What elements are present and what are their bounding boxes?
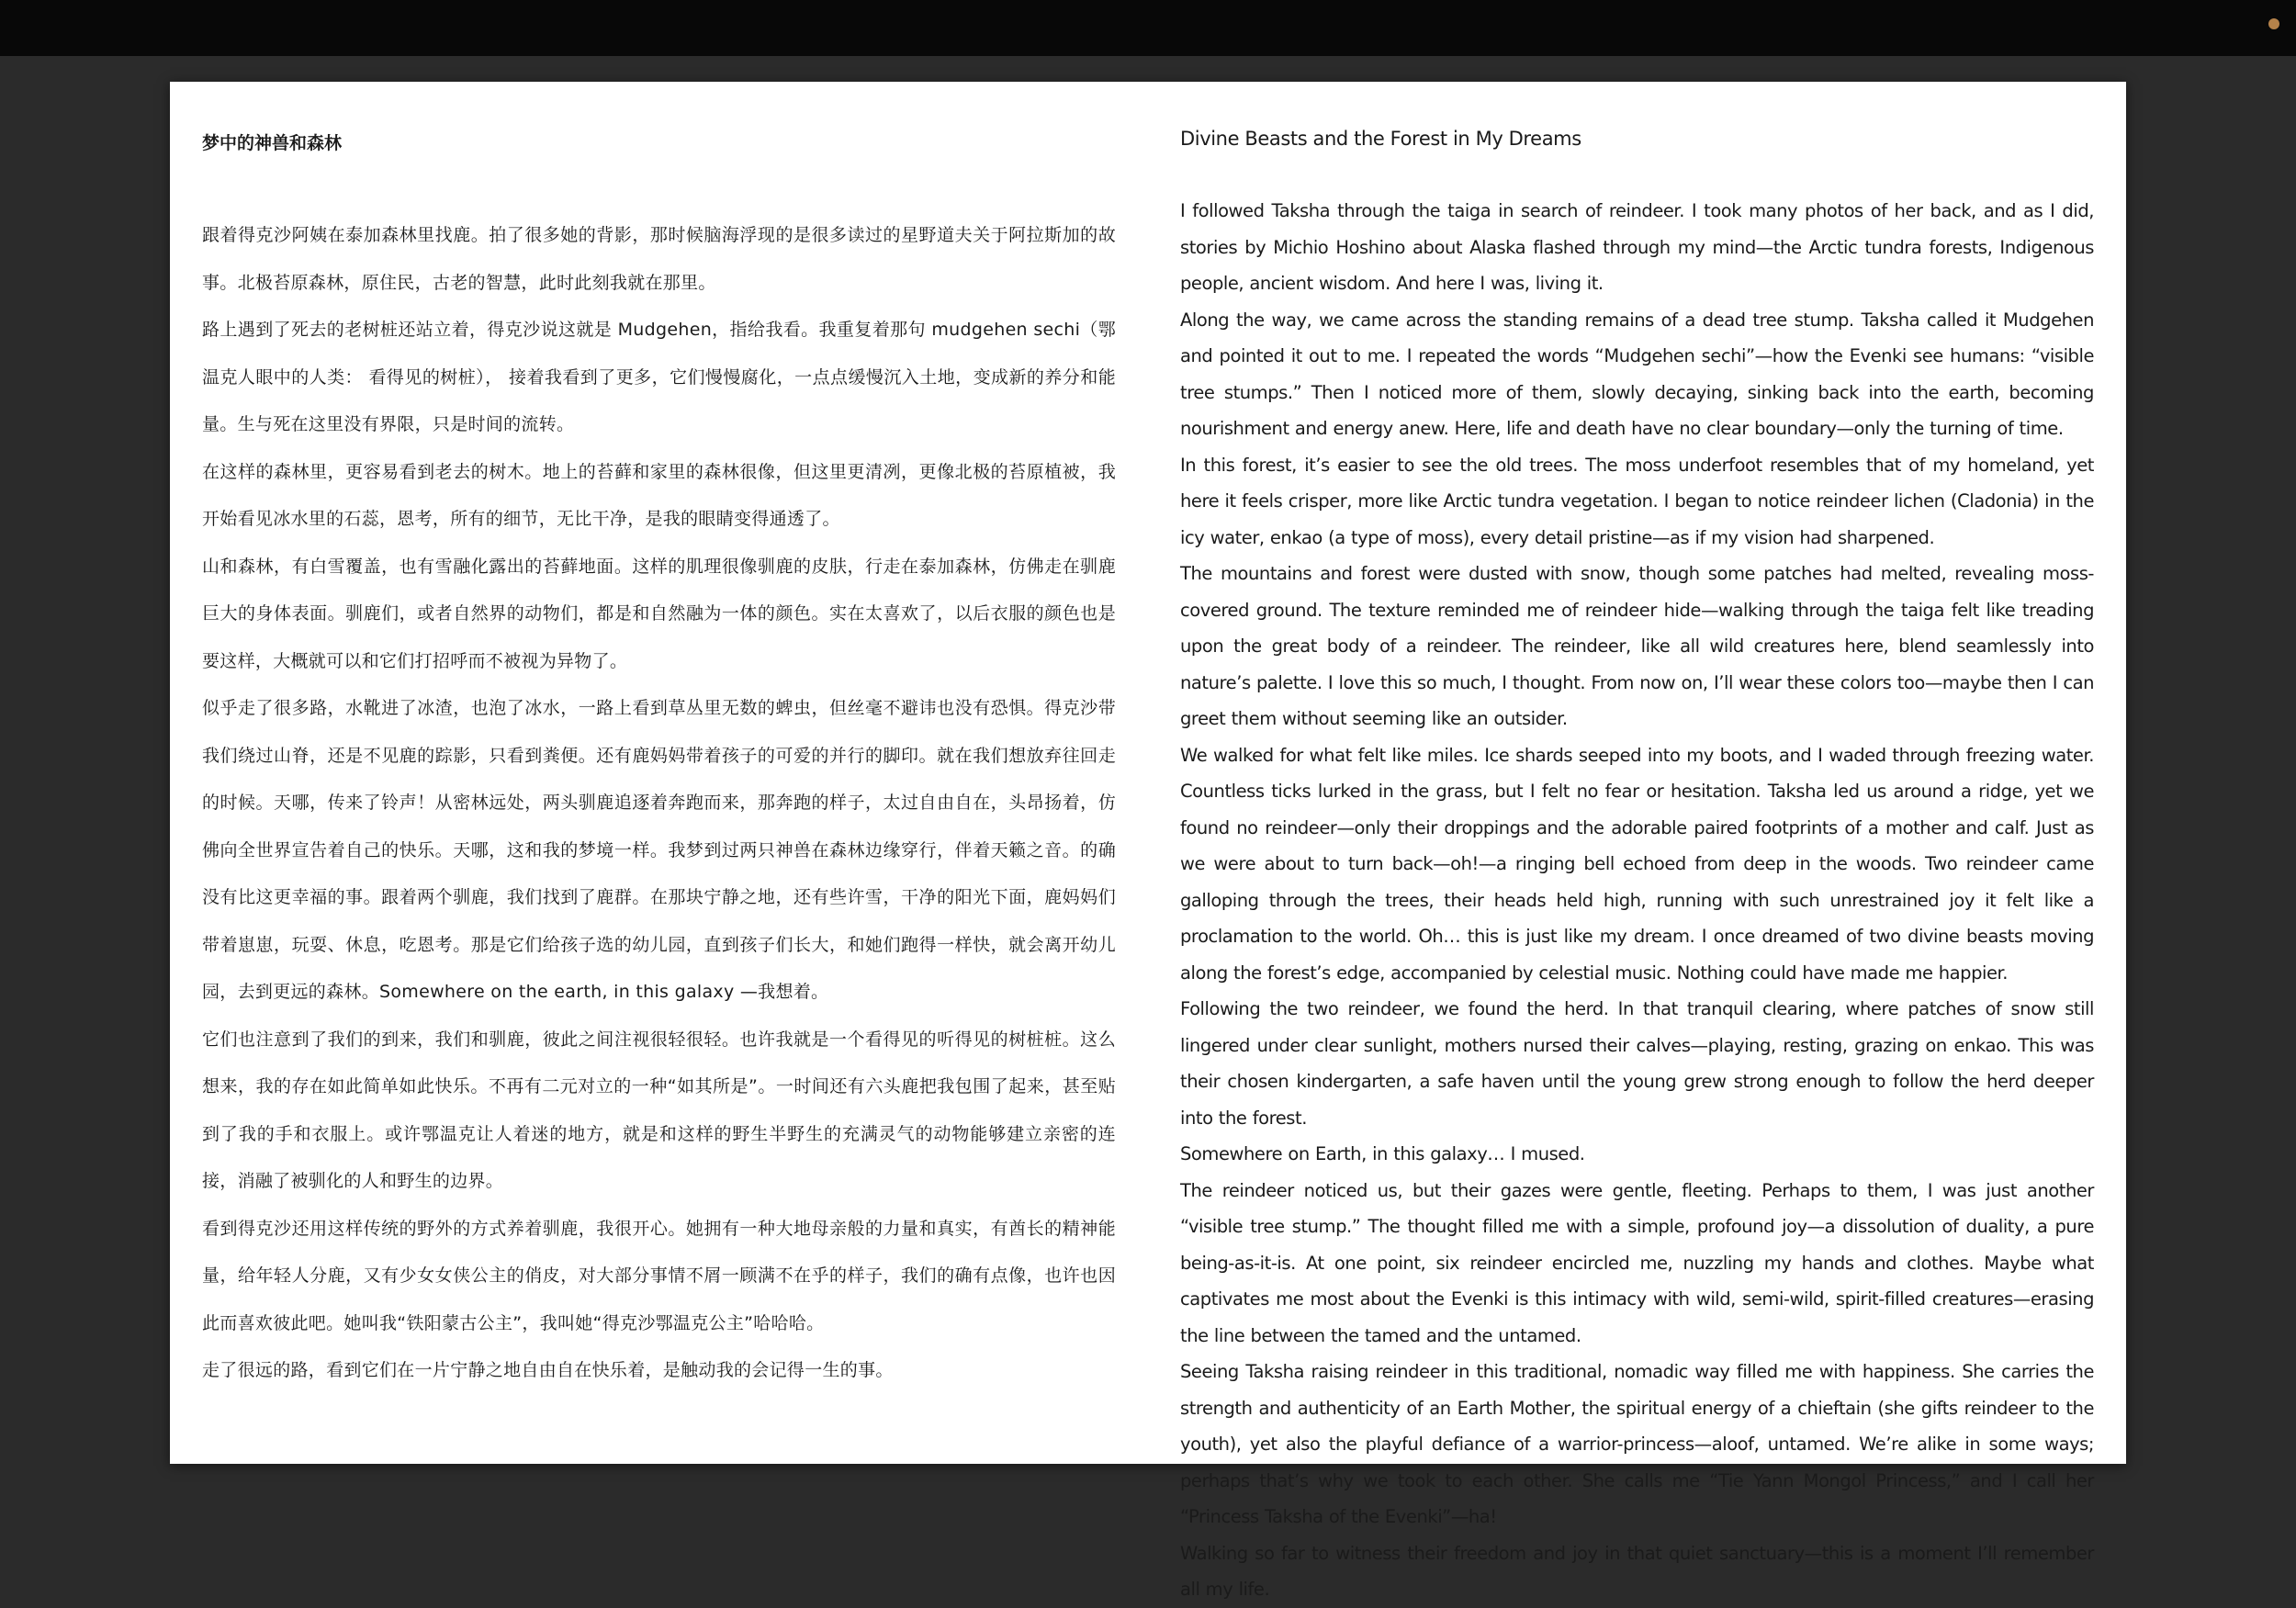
status-indicator-icon [2268,18,2279,29]
english-title: Divine Beasts and the Forest in My Dreams [1180,128,1581,150]
chinese-title: 梦中的神兽和森林 [202,133,343,153]
chinese-body [202,212,1116,1395]
english-paragraph: Along the way, we came across the standing remains of a dead tree stump. Taksha called it Mudgehen and pointed it out to me. I repeated the words “Mudgehen sechi”—how the Evenki see humans: “visible tree stumps.” Then I noticed more of them, slowly decaying, sinking back into the earth, becoming nourishment and energy anew. Here, life and death have no clear boundary—only the turning of time. [1180,309,2094,439]
chinese-paragraph: 山和森林，有白雪覆盖，也有雪融化露出的苔藓地面。这样的肌理很像驯鹿的皮肤，行走在泰加森林，仿佛走在驯鹿巨大的身体表面。驯鹿们，或者自然界的动物们，都是和自然融为一体的颜色。实在太喜欢了，以后衣服的颜色也是要这样，大概就可以和它们打招呼而不被视为异物了。 [202,556,1116,671]
chinese-paragraph: 路上遇到了死去的老树桩还站立着，得克沙说这就是 Mudgehen，指给我看。我重复着那句 mudgehen sechi（鄂温克人眼中的人类： 看得见的树桩）， 接着我看到了更多，它们慢慢腐化，一点点缓慢沉入土地，变成新的养分和能量。生与死在这里没有界限，只是时间的流转。 [202,320,1116,434]
chinese-paragraph: 看到得克沙还用这样传统的野外的方式养着驯鹿，我很开心。她拥有一种大地母亲般的力量和真实，有酋长的精神能量，给年轻人分鹿，又有少女女侠公主的俏皮，对大部分事情不屑一顾满不在乎的样子，我们的确有点像，也许也因此而喜欢彼此吧。她叫我“铁阳蒙古公主”，我叫她“得克沙鄂温克公主”哈哈哈。 [202,1218,1116,1333]
chinese-paragraph: 似乎走了很多路，水靴进了冰渣，也泡了冰水，一路上看到草丛里无数的蜱虫，但丝毫不避讳也没有恐惧。得克沙带我们绕过山脊，还是不见鹿的踪影，只看到粪便。还有鹿妈妈带着孩子的可爱的并行的脚印。就在我们想放弃往回走的时候。天哪，传来了铃声！从密林远处，两头驯鹿追逐着奔跑而来，那奔跑的样子，太过自由自在，头昂扬着，仿佛向全世界宣告着自己的快乐。天哪，这和我的梦境一样。我梦到过两只神兽在森林边缘穿行，伴着天籁之音。的确没有比这更幸福的事。跟着两个驯鹿，我们找到了鹿群。在那块宁静之地，还有些许雪，干净的阳光下面，鹿妈妈们带着崽崽，玩耍、休息，吃恩考。那是它们给孩子选的幼儿园，直到孩子们长大，和她们跑得一样快，就会离开幼儿园，去到更远的森林。Somewhere on the earth, in this galaxy —我想着。 [202,698,1116,1002]
english-paragraph: The mountains and forest were dusted with snow, though some patches had melted, revealing moss-covered ground. The texture reminded me of reindeer hide—walking through the taiga felt like treading upon the great body of a reindeer. The reindeer, like all wild creatures here, blend seamlessly into nature’s palette. I love this so much, I thought. From now on, I’ll wear these colors too—maybe then I can greet them without seeming like an outsider. [1180,563,2094,729]
document-page [170,82,2126,1600]
chinese-paragraph: 走了很远的路，看到它们在一片宁静之地自由自在快乐着，是触动我的会记得一生的事。 [202,1360,894,1380]
english-paragraph: Following the two reindeer, we found the herd. In that tranquil clearing, where patches of snow still lingered under clear sunlight, mothers nursed their calves—playing, resting, grazing on enkao. This was their chosen kindergarten, a safe haven until the young grew strong enough to follow the herd deeper into the forest. [1180,998,2094,1129]
english-body [1180,193,2094,1608]
chinese-paragraph: 在这样的森林里，更容易看到老去的树木。地上的苔藓和家里的森林很像，但这里更清冽，更像北极的苔原植被，我开始看见冰水里的石蕊，恩考，所有的细节，无比干净，是我的眼睛变得通透了。 [202,461,1116,529]
english-paragraph: Seeing Taksha raising reindeer in this traditional, nomadic way filled me with happiness. She carries the strength and authenticity of an Earth Mother, the spiritual energy of a chieftain (she gifts reindeer to the youth), yet also the playful defiance of a warrior-princess—aloof, untamed. We’re alike in some ways; perhaps that’s why we took to each other. She calls me “Tie Yann Mongol Princess,” and I call her “Princess Taksha of the Evenki”—ha! [1180,1361,2094,1527]
top-bar [0,0,2296,56]
chinese-paragraph: 它们也注意到了我们的到来，我们和驯鹿，彼此之间注视很轻很轻。也许我就是一个看得见的听得见的树桩桩。这么想来，我的存在如此简单如此快乐。不再有二元对立的一种“如其所是”。一时间还有六头鹿把我包围了起来，甚至贴到了我的手和衣服上。或许鄂温克让人着迷的地方，就是和这样的野生半野生的充满灵气的动物能够建立亲密的连接，消融了被驯化的人和野生的边界。 [202,1029,1116,1191]
english-paragraph: We walked for what felt like miles. Ice shards seeped into my boots, and I waded through freezing water. Countless ticks lurked in the grass, but I felt no fear or hesitation. Taksha led us around a ridge, yet we found no reindeer—only their droppings and the adorable paired footprints of a mother and calf. Just as we were about to turn back—oh!—a ringing bell echoed from deep in the woods. Two reindeer came galloping through the trees, their heads held high, running with such unrestrained joy it felt like a proclamation to the world. Oh… this is just like my dream. I once dreamed of two divine beasts moving along the forest’s edge, accompanied by celestial music. Nothing could have made me happier. [1180,744,2094,984]
english-paragraph: In this forest, it’s easier to see the old trees. The moss underfoot resembles that of my homeland, yet here it feels crisper, more like Arctic tundra vegetation. I began to notice reindeer lichen (Cladonia) in the icy water, enkao (a type of moss), every detail pristine—as if my vision had sharpened. [1180,454,2094,548]
chinese-paragraph: 跟着得克沙阿姨在泰加森林里找鹿。拍了很多她的背影，那时候脑海浮现的是很多读过的星野道夫关于阿拉斯加的故事。北极苔原森林，原住民，古老的智慧，此时此刻我就在那里。 [202,225,1116,293]
english-paragraph: I followed Taksha through the taiga in search of reindeer. I took many photos of her back, and as I did, stories by Michio Hoshino about Alaska flashed through my mind—the Arctic tundra forests, Indigenous people, ancient wisdom. And here I was, living it. [1180,200,2094,294]
english-paragraph: The reindeer noticed us, but their gazes were gentle, fleeting. Perhaps to them, I was just another “visible tree stump.” The thought filled me with a simple, profound joy—a dissolution of duality, a pure being-as-it-is. At one point, six reindeer encircled me, nuzzling my hands and clothes. Maybe what captivates me most about the Evenki is this intimacy with wild, semi-wild, spirit-filled creatures—erasing the line between the tamed and the untamed. [1180,1179,2094,1346]
english-paragraph: Somewhere on Earth, in this galaxy… I mused. [1180,1143,1585,1164]
english-paragraph: Walking so far to witness their freedom and joy in that quiet sanctuary—this is a moment I’ll remember all my life. [1180,1542,2094,1600]
